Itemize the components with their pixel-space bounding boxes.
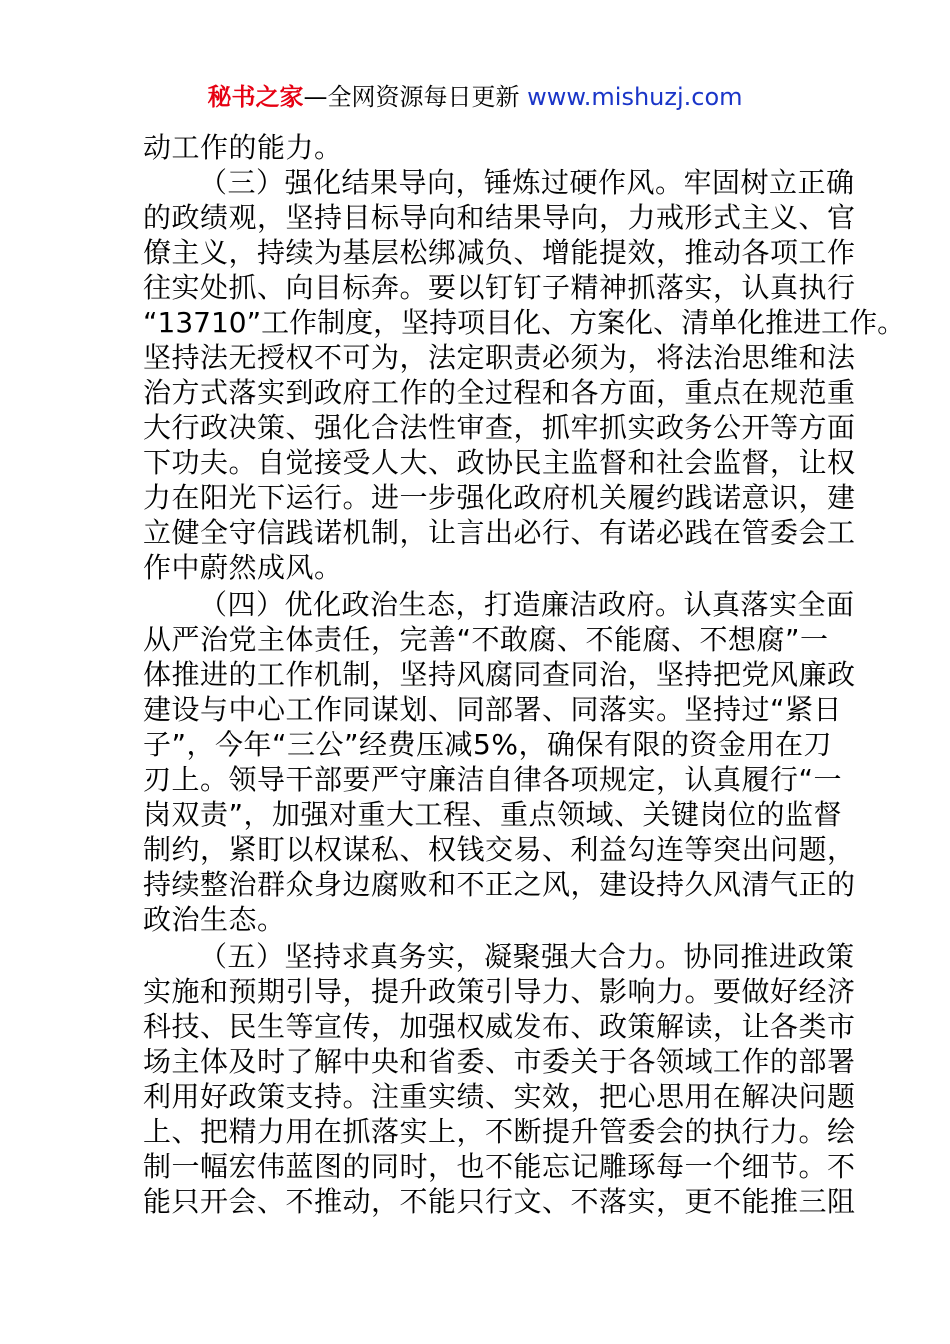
text-line: 场主体及时了解中央和省委、市委关于各领域工作的部署 [143,1045,856,1078]
text-line: 持续整治群众身边腐败和不正之风，建设持久风清气正的 [143,868,856,901]
text-line: 实施和预期引导，提升政策引导力、影响力。要做好经济 [143,975,856,1008]
text-line: 力在阳光下运行。进一步强化政府机关履约践诺意识，建 [143,481,856,514]
header-url-link[interactable]: www.mishuzj.com [527,83,743,111]
text-line: 子”，今年“三公”经费压减5%，确保有限的资金用在刀 [143,728,832,761]
text-line: 从严治党主体责任，完善“不敢腐、不能腐、不想腐”一 [143,623,829,656]
text-line: 动工作的能力。 [143,131,343,164]
text-line: 刃上。领导干部要严守廉洁自律各项规定，认真履行“一 [143,763,843,796]
paragraph-heading-line: （四）优化政治生态，打造廉洁政府。认真落实全面 [199,588,855,621]
text-line: 制一幅宏伟蓝图的同时，也不能忘记雕琢每一个细节。不 [143,1150,856,1183]
page-header [0,80,950,114]
header-tagline: —全网资源每日更新 [303,83,528,111]
paragraph-heading-line: （五）坚持求真务实，凝聚强大合力。协同推进政策 [199,940,855,973]
text-line: 体推进的工作机制，坚持风腐同查同治，坚持把党风廉政 [143,658,856,691]
text-line: 制约，紧盯以权谋私、权钱交易、利益勾连等突出问题， [143,833,856,866]
text-line: 科技、民生等宣传，加强权威发布、政策解读，让各类市 [143,1010,856,1043]
text-line: 往实处抓、向目标奔。要以钉钉子精神抓落实，认真执行 [143,271,856,304]
text-line: 大行政决策、强化合法性审查，抓牢抓实政务公开等方面 [143,411,856,444]
text-line: 治方式落实到政府工作的全过程和各方面，重点在规范重 [143,376,856,409]
text-line: 作中蔚然成风。 [143,551,343,584]
text-line: 能只开会、不推动，不能只行文、不落实，更不能推三阻 [143,1185,856,1218]
text-line: 下功夫。自觉接受人大、政协民主监督和社会监督，让权 [143,446,856,479]
text-line: 的政绩观，坚持目标导向和结果导向，力戒形式主义、官 [143,201,856,234]
text-line: 岗双责”，加强对重大工程、重点领域、关键岗位的监督 [143,798,843,831]
text-line: 坚持法无授权不可为，法定职责必须为，将法治思维和法 [143,341,856,374]
text-line: 利用好政策支持。注重实绩、实效，把心思用在解决问题 [143,1080,856,1113]
text-line: 立健全守信践诺机制，让言出必行、有诺必践在管委会工 [143,516,856,549]
paragraph-heading-line: （三）强化结果导向，锤炼过硬作风。牢固树立正确 [199,166,855,199]
text-line: 建设与中心工作同谋划、同部署、同落实。坚持过“紧日 [143,693,843,726]
document-body [143,130,906,1219]
text-line: 上、把精力用在抓落实上，不断提升管委会的执行力。绘 [143,1115,856,1148]
text-line: “13710”工作制度，坚持项目化、方案化、清单化推进工作。 [143,306,906,339]
text-line: 政治生态。 [143,903,286,936]
header-brand: 秘书之家 [207,83,304,111]
text-line: 僚主义，持续为基层松绑减负、增能提效，推动各项工作 [143,236,856,269]
